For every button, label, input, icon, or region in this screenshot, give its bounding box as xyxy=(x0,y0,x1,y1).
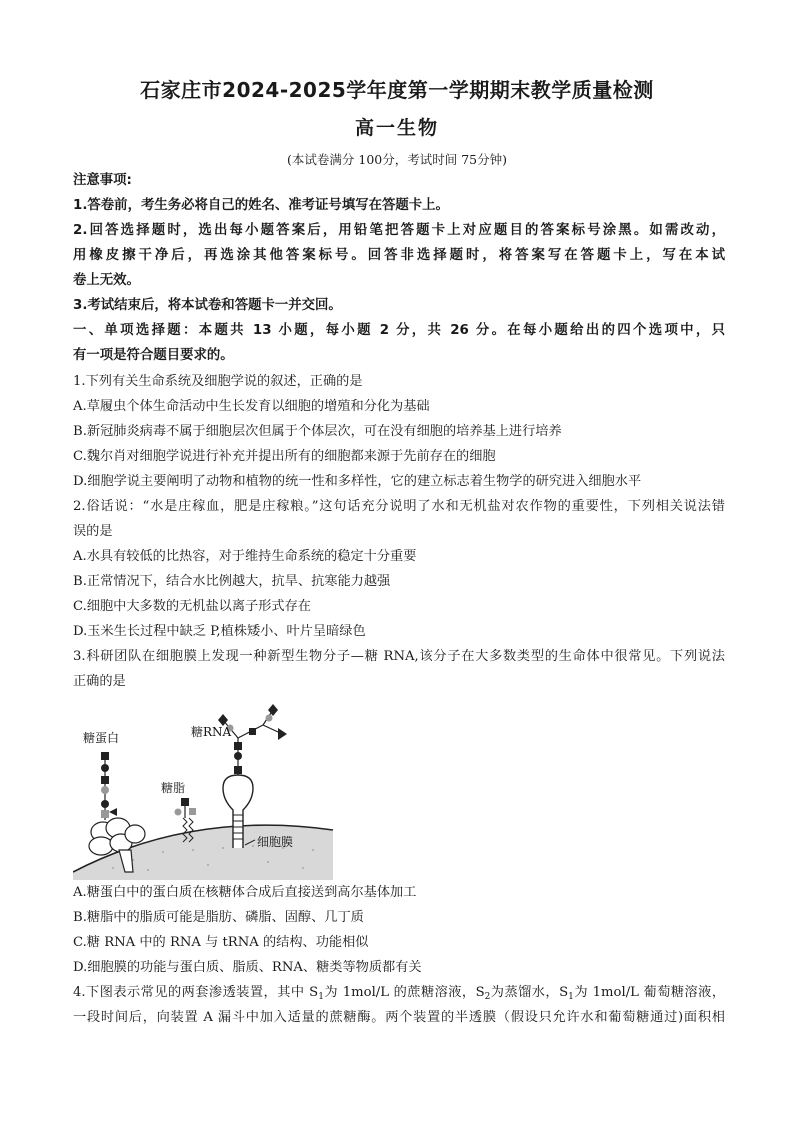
glycolipid-label: 糖脂 xyxy=(161,781,186,795)
q3-option-c: C.糖 RNA 中的 RNA 与 tRNA 的结构、功能相似 xyxy=(73,935,369,950)
q1-stem: 1.下列有关生命系统及细胞学说的叙述，正确的是 xyxy=(73,374,363,389)
note-2-line-1: 2.回答选择题时，选出每小题答案后，用铅笔把答题卡上对应题目的答案标号涂黑。如需改动， xyxy=(73,223,725,238)
q1-option-b: B.新冠肺炎病毒不属于细胞层次但属于个体层次，可在没有细胞的培养基上进行培养 xyxy=(73,424,562,439)
q2-stem-line-1: 2.俗话说：“水是庄稼血，肥是庄稼粮。”这句话充分说明了水和无机盐对农作物的重要性，下列相关说法错 xyxy=(73,499,725,514)
exam-title: 石家庄市2024-2025学年度第一学期期末教学质量检测 xyxy=(140,78,654,102)
q2-option-b: B.正常情况下，结合水比例越大，抗旱、抗寒能力越强 xyxy=(73,574,391,589)
notes-heading: 注意事项: xyxy=(73,173,132,188)
q3-option-d: D.细胞膜的功能与蛋白质、脂质、RNA、糖类等物质都有关 xyxy=(73,960,422,975)
note-2-line-2: 用橡皮擦干净后，再选涂其他答案标号。回答非选择题时，将答案写在答题卡上，写在本试 xyxy=(73,248,725,263)
cell-membrane-figure xyxy=(73,700,333,880)
section-heading-line-2: 有一项是符合题目要求的。 xyxy=(73,348,234,363)
q3-option-a: A.糖蛋白中的蛋白质在核糖体合成后直接送到高尔基体加工 xyxy=(73,885,417,900)
exam-subject: 高一生物 xyxy=(354,117,439,139)
q3-stem-line-1: 3.科研团队在细胞膜上发现一种新型生物分子—糖 RNA,该分子在大多数类型的生命体中很常见。下列说法 xyxy=(73,649,725,664)
glycoprotein-label: 糖蛋白 xyxy=(83,731,120,745)
note-3: 3.考试结束后，将本试卷和答题卡一并交回。 xyxy=(73,298,342,313)
glyco-rna-label: 糖RNA xyxy=(191,725,232,739)
q2-option-d: D.玉米生长过程中缺乏 P,植株矮小、叶片呈暗绿色 xyxy=(73,624,366,639)
membrane-label: 细胞膜 xyxy=(257,835,294,849)
q1-option-c: C.魏尔肖对细胞学说进行补充并提出所有的细胞都来源于先前存在的细胞 xyxy=(73,449,496,464)
q1-option-a: A.草履虫个体生命活动中生长发育以细胞的增殖和分化为基础 xyxy=(73,399,430,414)
q2-option-c: C.细胞中大多数的无机盐以离子形式存在 xyxy=(73,599,311,614)
q1-option-d: D.细胞学说主要阐明了动物和植物的统一性和多样性，它的建立标志着生物学的研究进入细胞水平 xyxy=(73,474,642,489)
q4-stem-line-2: 一段时间后，向装置 A 漏斗中加入适量的蔗糖酶。两个装置的半透膜（假设只允许水和葡萄糖通过)面积相 xyxy=(73,1010,725,1025)
note-2-line-3: 卷上无效。 xyxy=(73,273,140,288)
exam-meta: (本试卷满分 100分，考试时间 75分钟) xyxy=(287,152,507,167)
section-heading-line-1: 一、单项选择题：本题共 13 小题，每小题 2 分，共 26 分。在每小题给出的四个选项中，只 xyxy=(73,323,725,338)
q3-stem-line-2: 正确的是 xyxy=(73,674,126,689)
q2-option-a: A.水具有较低的比热容，对于维持生命系统的稳定十分重要 xyxy=(73,549,417,564)
q3-option-b: B.糖脂中的脂质可能是脂肪、磷脂、固醇、几丁质 xyxy=(73,910,364,925)
q2-stem-line-2: 误的是 xyxy=(73,524,113,539)
q4-stem-line-1: 4.下图表示常见的两套渗透装置，其中 $S_1$为 1mol/L 的蔗糖溶液，$S_2$为蒸馏水，$S_1$为 1mol/L 葡萄糖溶液， xyxy=(73,985,726,1002)
note-1: 1.答卷前，考生务必将自己的姓名、准考证号填写在答题卡上。 xyxy=(73,198,449,213)
